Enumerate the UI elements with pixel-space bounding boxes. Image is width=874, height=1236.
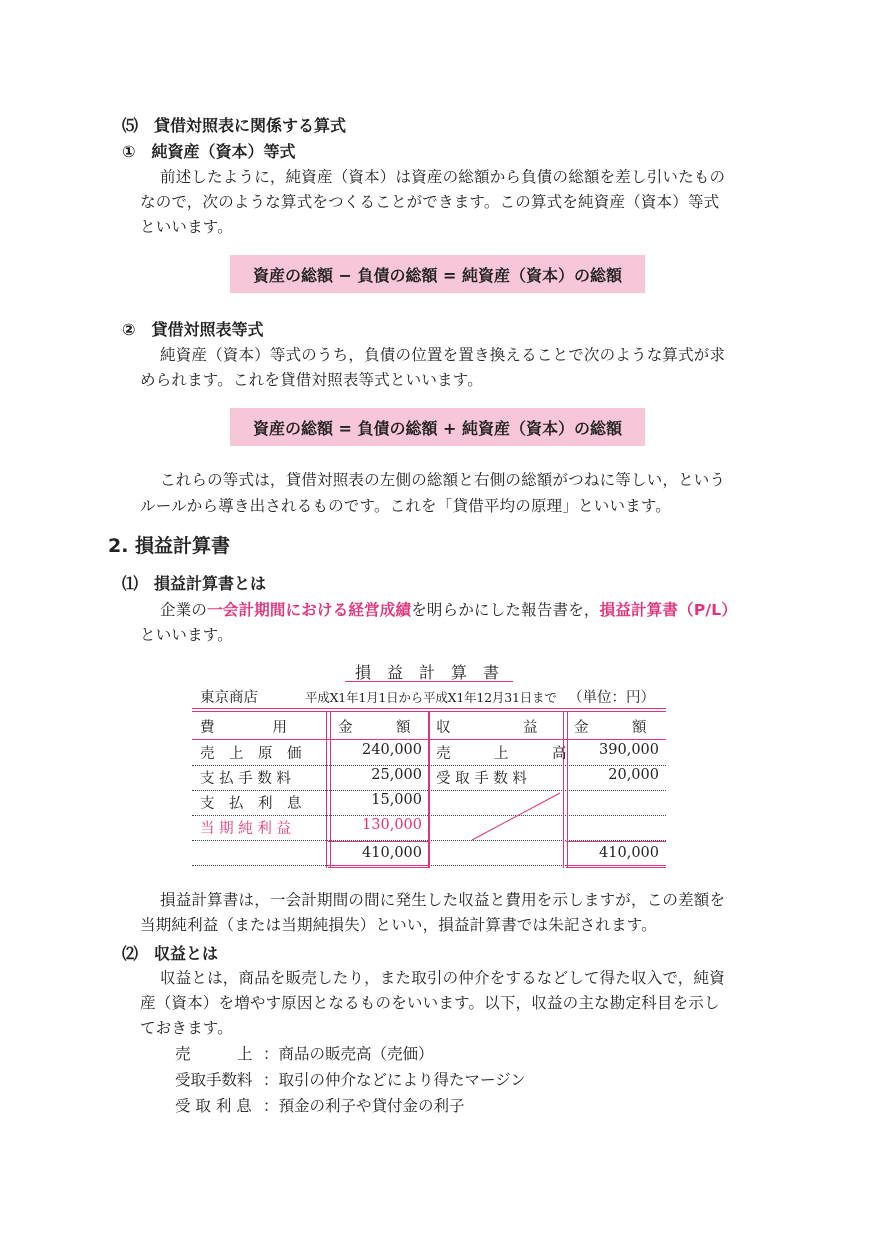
row-2-right-amount: 20,000	[608, 767, 659, 783]
balance-sheet-formula: 資産の総額 = 負債の総額 + 純資産（資本）の総額	[230, 408, 645, 446]
header-expense: 費 用	[200, 720, 287, 736]
item-1-line-2: なので，次のような算式をつくることができます。この算式を純資産（資本）等式	[140, 193, 720, 211]
total-rule-right	[566, 841, 666, 842]
revenue-item-3	[175, 1094, 465, 1116]
total-rule-left	[328, 841, 428, 842]
sub-1-term: 損益計算書（P/L）	[599, 601, 738, 619]
item-2-heading: ② 貸借対照表等式	[122, 320, 264, 339]
after-line-1: 損益計算書は，一会計期間の間に発生した収益と費用を示しますが，この差額を	[160, 891, 726, 909]
row-2-right-label: 受 取 手 数 料	[436, 771, 527, 787]
revenue-item-1-term: 売 上	[175, 1045, 253, 1063]
row-1-right-label: 売 上 高	[436, 746, 567, 762]
row-3-left-label: 支 払 利 息	[200, 796, 302, 812]
sub-2-line-2: 産（資本）を増やす原因となるものをいいます。以下，収益の主な勘定科目を示し	[140, 994, 720, 1012]
sub-1-line-1	[160, 598, 737, 620]
sub-2-line-1: 収益とは，商品を販売したり，また取引の仲介をするなどして得た収入で，純資	[160, 969, 725, 987]
closing-line-1: これらの等式は，貸借対照表の左側の総額と右側の総額がつねに等しい，という	[160, 471, 726, 489]
header-amount-left: 金 額	[338, 720, 411, 736]
row-1-left-amount: 240,000	[362, 742, 422, 758]
section-2-heading: 2. 損益計算書	[108, 535, 231, 557]
row-4-left-amount: 130,000	[362, 817, 422, 833]
statement-title: 損 益 計 算 書	[355, 663, 500, 682]
row-2-left-label: 支 払 手 数 料	[200, 771, 291, 787]
closing-line-2: ルールから導き出されるものです。これを「貸借平均の原理」といいます。	[140, 497, 672, 515]
double-rule-right	[566, 865, 666, 868]
vrule-1a	[326, 711, 327, 868]
row-1-right-amount: 390,000	[599, 742, 659, 758]
header-amount-right: 金 額	[574, 720, 647, 736]
row-1-left-label: 売 上 原 価	[200, 746, 302, 762]
statement-period: 平成X1年1月1日から平成X1年12月31日まで	[305, 690, 557, 705]
item-2-line-2: められます。これを貸借対照表等式といいます。	[140, 371, 483, 389]
row-3-left-amount: 15,000	[371, 792, 422, 808]
revenue-item-3-term: 受 取 利 息	[175, 1097, 252, 1115]
sub-1-heading: ⑴ 損益計算書とは	[122, 574, 267, 593]
net-assets-formula: 資産の総額 − 負債の総額 = 純資産（資本）の総額	[230, 255, 645, 293]
sub-2-heading: ⑵ 収益とは	[122, 944, 219, 963]
statement-company: 東京商店	[200, 690, 258, 706]
revenue-item-1-desc: ：商品の販売高（売価）	[263, 1045, 434, 1063]
sub-1-highlight: 一会計期間における経営成績	[207, 601, 412, 619]
after-line-2: 当期純利益（または当期純損失）といい，損益計算書では朱記されます。	[140, 916, 657, 934]
revenue-item-1	[175, 1042, 434, 1064]
sub-1-text-mid: を明らかにした報告書を，	[411, 601, 600, 619]
revenue-item-2-desc: ：取引の仲介などにより得たマージン	[263, 1071, 526, 1089]
item-1-line-1: 前述したように，純資産（資本）は資産の総額から負債の総額を差し引いたもの	[160, 168, 726, 186]
item-1-line-3: といいます。	[140, 218, 233, 236]
sub-1-line-2: といいます。	[140, 626, 233, 644]
sub-2-line-3: ておきます。	[140, 1019, 233, 1037]
double-rule-left	[328, 865, 428, 868]
sub-1-text-pre: 企業の	[160, 601, 208, 619]
row-2-left-amount: 25,000	[371, 767, 422, 783]
total-left: 410,000	[362, 845, 422, 861]
revenue-item-3-desc: ：預金の利子や貸付金の利子	[263, 1097, 465, 1115]
item-2-line-1: 純資産（資本）等式のうち，負債の位置を置き換えることで次のような算式が求	[160, 346, 726, 364]
item-1-heading: ① 純資産（資本）等式	[122, 142, 296, 161]
revenue-item-2-term: 受取手数料	[175, 1071, 253, 1089]
title-underline	[345, 681, 513, 682]
header-revenue: 収 益	[436, 720, 538, 736]
diagonal-filler-line	[430, 790, 564, 842]
revenue-item-2	[175, 1068, 526, 1090]
row-4-left-label: 当 期 純 利 益	[200, 821, 291, 837]
section-5-heading: ⑸ 貸借対照表に関係する算式	[122, 116, 347, 135]
header-top-rule-1	[192, 708, 666, 709]
total-right: 410,000	[599, 845, 659, 861]
statement-unit: （単位：円）	[568, 690, 655, 706]
